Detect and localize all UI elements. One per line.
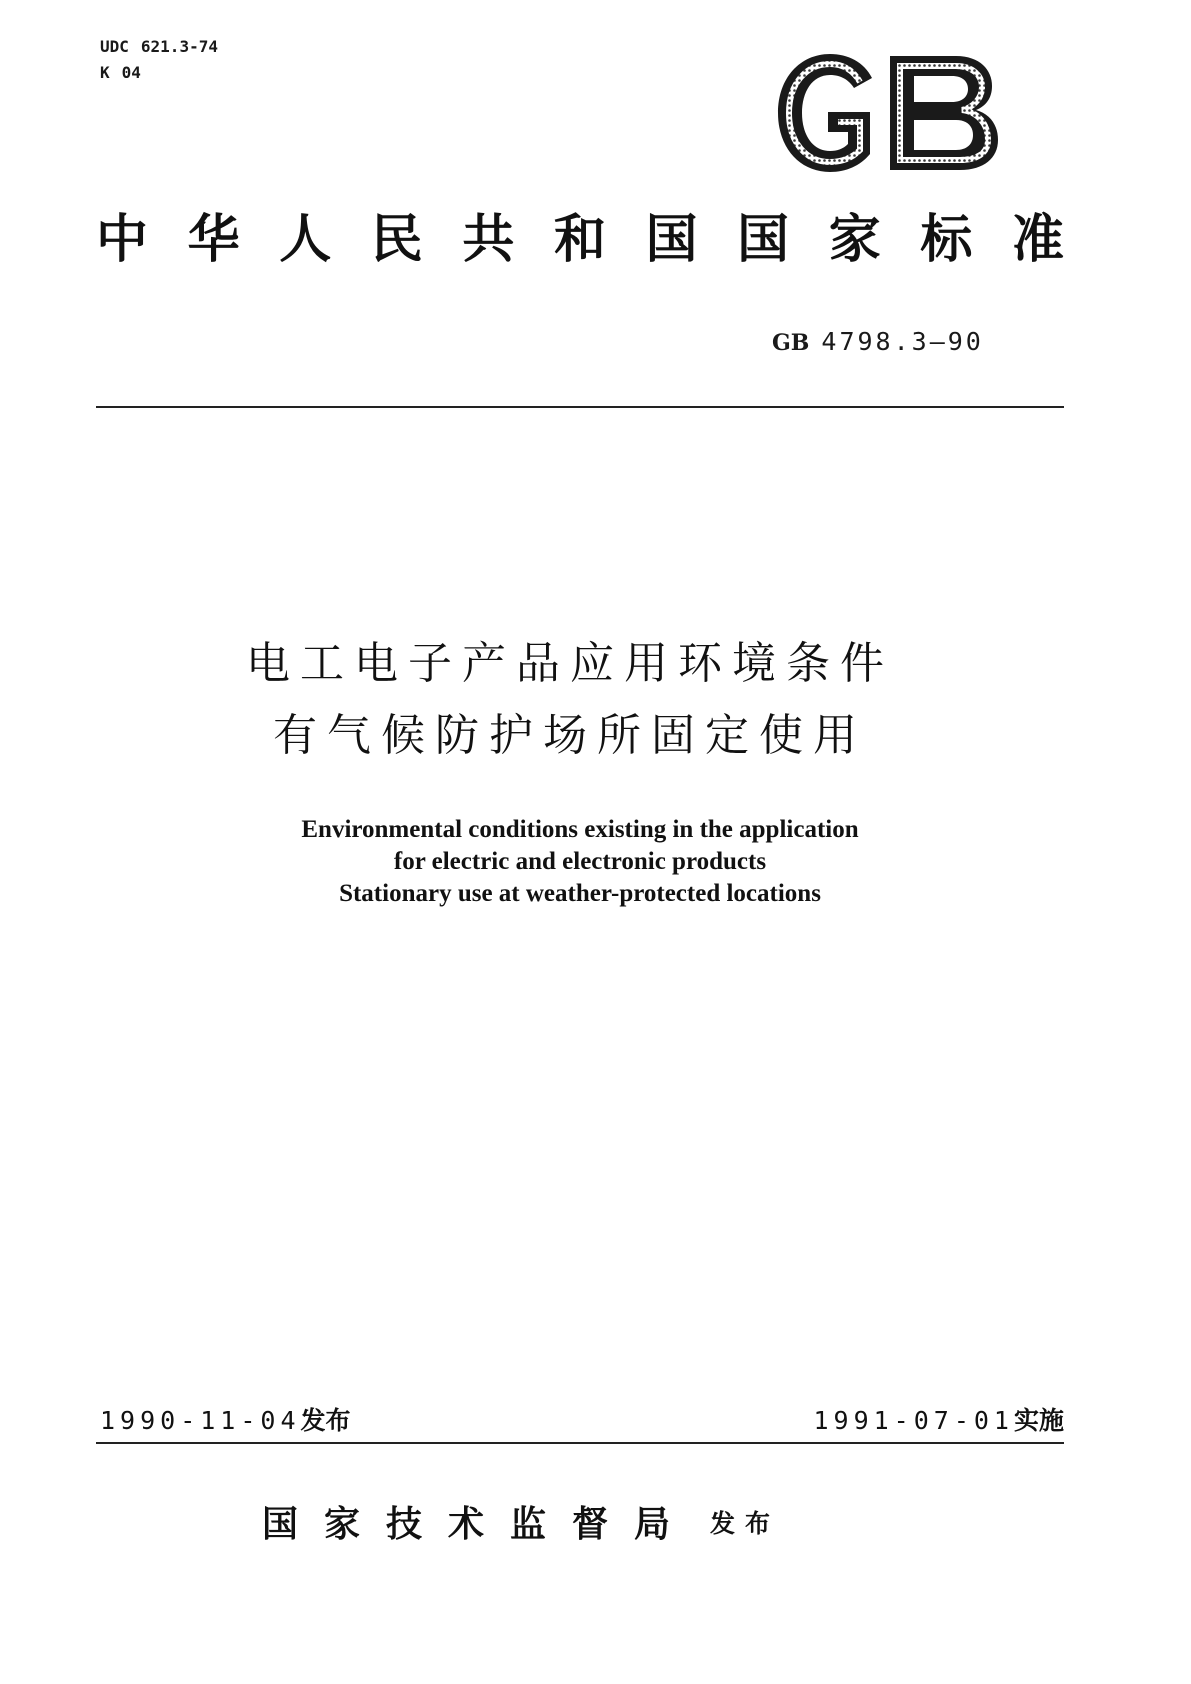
chinese-title-line-2: 有气候防护场所固定使用: [273, 710, 867, 761]
national-title-char: 共: [462, 209, 515, 270]
effective-label: 实施: [1013, 1406, 1064, 1435]
english-title-line-3: Stationary use at weather-protected locations: [339, 880, 821, 907]
ccs-label: K: [100, 63, 110, 82]
english-title-line-2: for electric and electronic products: [393, 848, 767, 875]
standard-code-prefix: GB: [772, 330, 810, 356]
national-title-char: 国: [645, 209, 698, 270]
english-title-line-1: Environmental conditions existing in the application: [301, 816, 859, 843]
effective-date-group: [813, 1404, 1064, 1438]
gb-logo: [772, 48, 1002, 178]
ccs-value: 04: [121, 63, 141, 82]
udc-label: UDC: [100, 37, 129, 56]
standard-code: [772, 326, 984, 359]
issuer-name: 国家技术监督局: [262, 1503, 697, 1545]
national-title-char: 中: [96, 209, 149, 270]
standard-code-number: 4798.3—90: [821, 327, 984, 356]
effective-date: 1991-07-01: [813, 1406, 1014, 1435]
issuer-row: [262, 1500, 780, 1548]
national-title-char: 人: [279, 209, 332, 270]
national-title-char: 民: [370, 209, 423, 270]
udc-line: [100, 34, 218, 60]
national-title-char: 国: [737, 209, 790, 270]
national-title-char: 家: [828, 209, 881, 270]
chinese-title-line-1: 电工电子产品应用环境条件: [246, 638, 894, 689]
issuer-action: 发布: [710, 1509, 781, 1538]
date-row: [100, 1404, 1064, 1438]
national-title-char: 和: [553, 209, 606, 270]
bottom-divider: [96, 1442, 1064, 1444]
udc-value: 621.3-74: [140, 37, 218, 56]
ccs-line: [100, 60, 218, 86]
national-title-char: 准: [1011, 209, 1064, 270]
classification-block: [100, 34, 218, 86]
national-standard-title: [96, 206, 1064, 274]
national-title-char: 华: [187, 209, 240, 270]
national-title-char: 标: [920, 209, 973, 270]
issue-label: 发布: [300, 1406, 351, 1435]
issue-date: 1990-11-04: [100, 1406, 301, 1435]
issue-date-group: [100, 1404, 351, 1438]
top-divider: [96, 406, 1064, 408]
